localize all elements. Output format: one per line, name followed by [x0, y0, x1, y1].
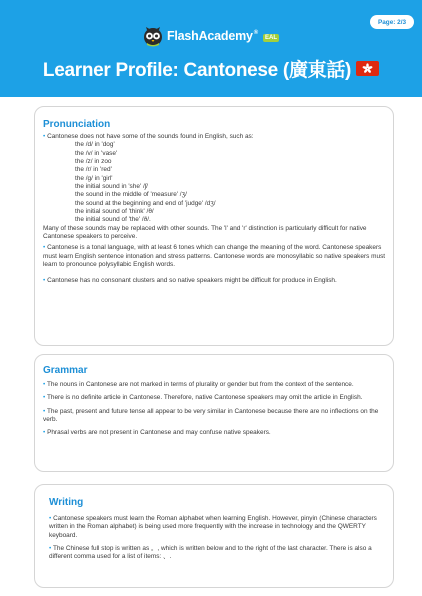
writing-card: [34, 484, 394, 588]
grammar-point: • There is no definite article in Cantonese. Therefore, native Cantonese speakers may omit the article in English.: [43, 394, 363, 402]
writing-title: Writing: [49, 497, 84, 508]
hong-kong-flag-icon: [356, 61, 379, 76]
sound-item: the initial sound of 'the' /ð/.: [75, 216, 151, 224]
grammar-title: Grammar: [43, 365, 88, 376]
pronunciation-point: • Cantonese is a tonal language, with at least 6 tones which can change the meaning of the word. Cantonese speakers must learn English sentence intonation and stress patterns. Cantonese words are monosyllabic so native speakers must learn to pronounce polysyllabic English words.: [43, 244, 386, 269]
grammar-body: [43, 381, 387, 438]
owl-mascot-icon: [143, 25, 163, 47]
sound-item: the sound at the beginning and end of 'judge' /dʒ/: [75, 199, 216, 207]
pronunciation-point: • Cantonese has no consonant clusters and so native speakers might be difficult for produce in English.: [43, 276, 337, 284]
page-badge: Page: 2/3: [370, 15, 414, 29]
brand-name: FlashAcademy: [166, 29, 253, 43]
page-title: Learner Profile: Cantonese (廣東話): [42, 59, 352, 81]
pronunciation-intro: • Cantonese does not have some of the sounds found in English, such as:: [43, 133, 254, 140]
grammar-point: • Phrasal verbs are not present in Cantonese and may confuse native speakers.: [43, 429, 271, 437]
grammar-point: • The nouns in Cantonese are not marked in terms of plurality or gender but from the context of the sentence.: [43, 381, 354, 388]
sound-item: the /v/ in 'vase': [75, 149, 118, 157]
sound-item: the /r/ in 'red': [75, 166, 112, 174]
sound-item: the /d/ in 'dog': [75, 141, 115, 149]
pronunciation-note: Many of these sounds may be replaced with other sounds. The 'l' and 'r' distinction is particularly difficult for native Cantonese speakers to perceive.: [43, 224, 367, 241]
grammar-point: • The past, present and future tense all appear to be very similar in Cantonese because there are no inflections on the verb.: [43, 407, 379, 424]
pronunciation-title: Pronunciation: [43, 119, 111, 130]
pronunciation-card: [34, 106, 394, 346]
registered-mark: ®: [253, 30, 259, 36]
brand-logo: [0, 24, 422, 48]
sound-item: the sound in the middle of 'measure' /ʒ/: [75, 191, 187, 199]
sound-list: [43, 141, 387, 224]
grammar-card: [34, 354, 394, 472]
sound-item: the /g/ in 'girl': [75, 174, 113, 182]
eal-tag: EAL: [265, 35, 278, 41]
writing-point: • The Chinese full stop is written as 。, which is written below and to the right of the last character. There is also a different comma used for a list of items: 、.: [49, 545, 372, 561]
sound-item: the initial sound in 'she' /ʃ/: [75, 183, 148, 191]
writing-point: • Cantonese speakers must learn the Roman alphabet when learning English. However, pinyin (Chinese characters written in the Roman alphabet) is being used more frequently with the increase in technology and the QWERTY keyboard.: [49, 515, 377, 539]
sound-item: the initial sound of 'think' /θ/: [75, 208, 154, 216]
title-row: [0, 54, 422, 82]
sound-item: the /z/ in zoo: [75, 158, 112, 166]
header-banner: [0, 0, 422, 97]
writing-body: [49, 515, 385, 562]
pronunciation-body: [43, 133, 387, 285]
